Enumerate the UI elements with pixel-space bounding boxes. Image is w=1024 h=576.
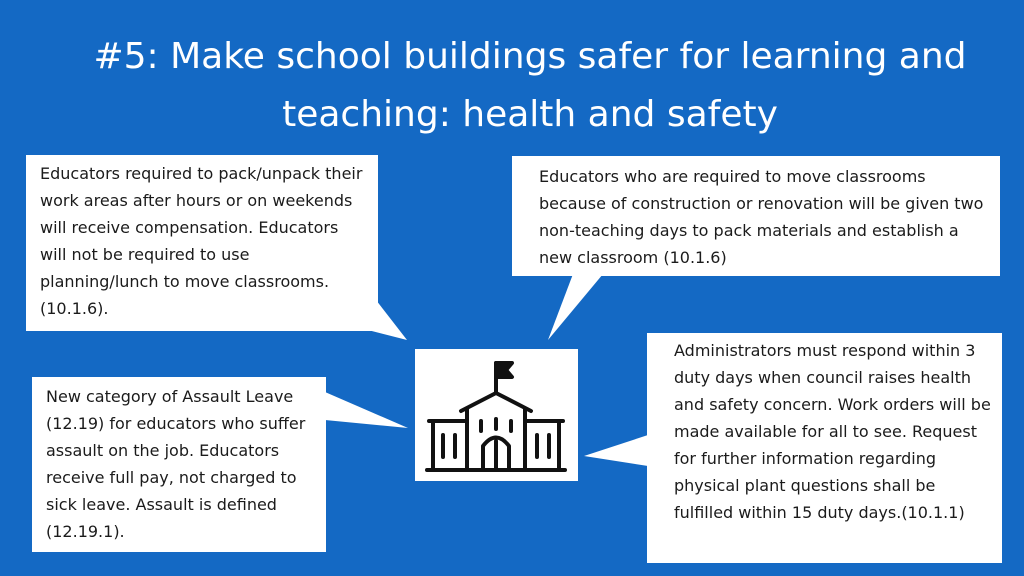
school-icon-box xyxy=(415,349,578,481)
bubble-text-bottom-right: Administrators must respond within 3 duty days when council raises health and safety concern. Work orders will be made available for all to see. Request for further information regarding physical plant questions shall be fulfilled within 15 duty days.(10.1.1) xyxy=(674,341,991,522)
school-building-icon xyxy=(415,349,578,481)
bubble-tail-top-right xyxy=(548,274,603,340)
bubble-text-bottom-left: New category of Assault Leave (12.19) for educators who suffer assault on the job. Educators receive full pay, not charged to sick leave. Assault is defined (12.19.1). xyxy=(46,387,306,541)
bubble-text-top-left: Educators required to pack/unpack their work areas after hours or on weekends will receive compensation. Educators will not be required to use planning/lunch to move classrooms. (10.1.6). xyxy=(40,164,363,318)
bubble-tail-bottom-left xyxy=(325,392,408,428)
speech-bubble-bottom-right xyxy=(647,333,1002,563)
bubble-text-top-right: Educators who are required to move classrooms because of construction or renovation will be given two non-teaching days to pack materials and establish a new classroom (10.1.6) xyxy=(539,167,984,267)
speech-bubble-top-right xyxy=(512,156,1000,276)
slide-title: #5: Make school buildings safer for learning and teaching: health and safety xyxy=(93,36,967,135)
speech-bubble-top-left xyxy=(26,155,378,331)
speech-bubble-bottom-left xyxy=(32,377,326,552)
bubble-tail-bottom-right xyxy=(584,435,648,466)
